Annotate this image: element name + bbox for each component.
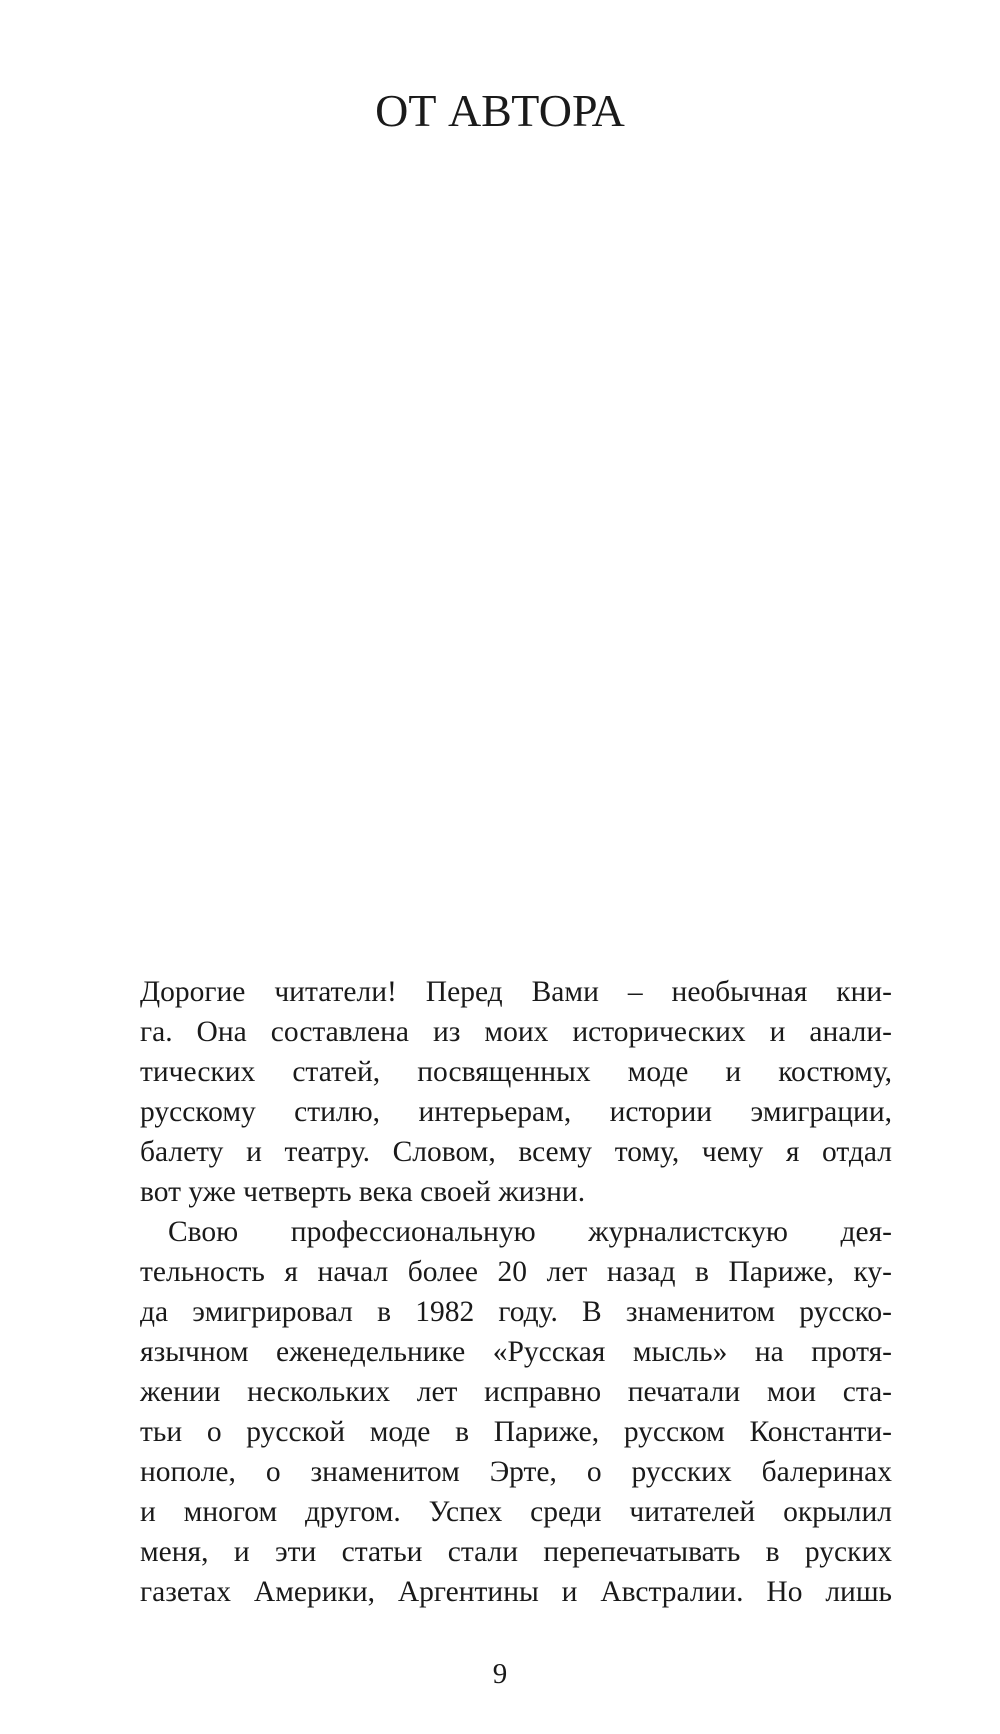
page-number: 9	[492, 1658, 508, 1690]
text-line: балету и театру. Словом, всему тому, чему я отдал	[140, 1136, 892, 1168]
text-line: га. Она составлена из моих исторических и анали-	[140, 1016, 892, 1048]
text-line: Дорогие читатели! Перед Вами – необычная кни-	[140, 976, 892, 1008]
text-line: меня, и эти статьи стали перепечатывать в руских	[140, 1536, 892, 1568]
body-text	[140, 972, 892, 1612]
text-line: язычном еженедельнике «Русская мысль» на протя-	[140, 1336, 892, 1368]
text-line: тьи о русской моде в Париже, русском Константи-	[140, 1416, 892, 1448]
text-line: нополе, о знаменитом Эрте, о русских балеринах	[140, 1456, 892, 1488]
text-line: жении нескольких лет исправно печатали мои ста-	[140, 1376, 892, 1408]
paragraph-first-line: Свою профессиональную журналистскую дея-	[168, 1216, 892, 1248]
text-line: газетах Америки, Аргентины и Австралии. Но лишь	[140, 1576, 892, 1608]
text-line: да эмигрировал в 1982 году. В знаменитом русско-	[140, 1296, 892, 1328]
text-line: и многом другом. Успех среди читателей окрылил	[140, 1496, 892, 1528]
chapter-title: ОТ АВТОРА	[375, 85, 625, 136]
text-line: тельность я начал более 20 лет назад в Париже, ку-	[140, 1256, 892, 1288]
text-line: русскому стилю, интерьерам, истории эмиграции,	[140, 1096, 892, 1128]
text-line: тических статей, посвященных моде и костюму,	[140, 1056, 892, 1088]
text-line: вот уже четверть века своей жизни.	[140, 1176, 586, 1208]
